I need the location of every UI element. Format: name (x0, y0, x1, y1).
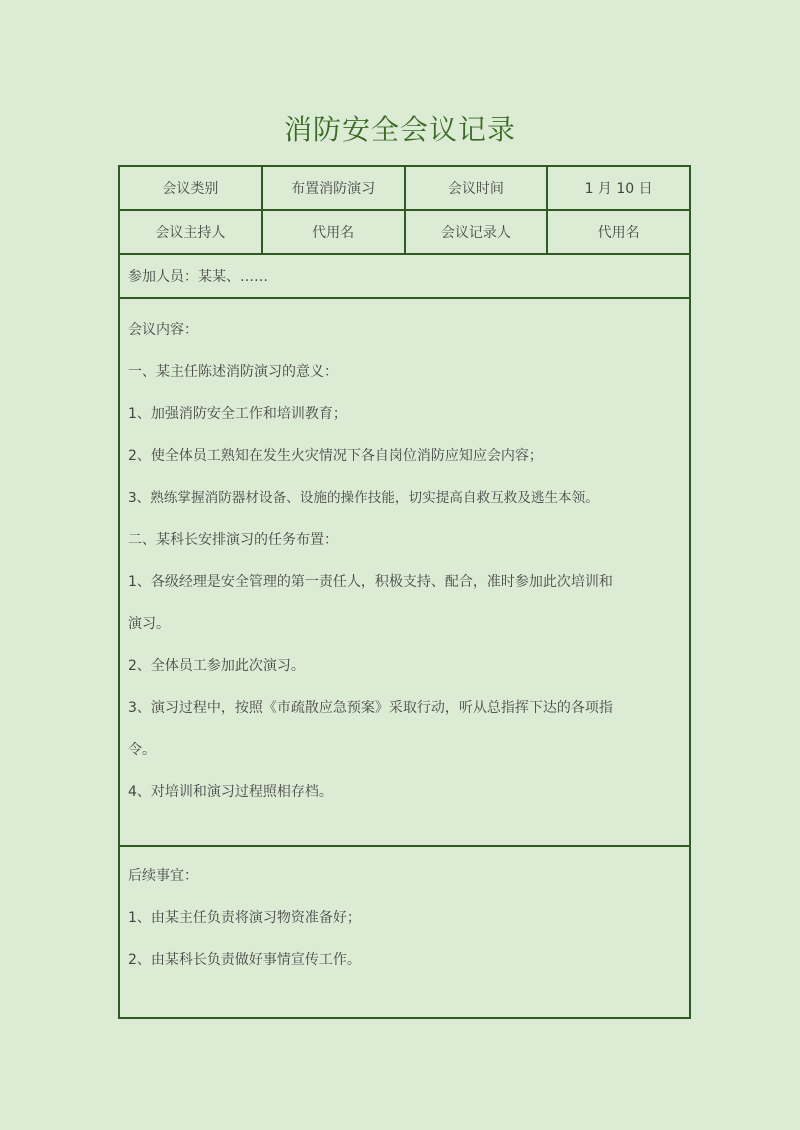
content-line: 1、各级经理是安全管理的第一责任人，积极支持、配合，准时参加此次培训和 (128, 574, 613, 590)
content-line: 2、全体员工参加此次演习。 (128, 658, 305, 674)
content-line: 演习。 (128, 616, 170, 632)
followup-section (120, 847, 369, 1017)
followup-line: 2、由某科长负责做好事情宣传工作。 (128, 952, 361, 968)
recorder-value: 代用名 (597, 225, 640, 241)
category-value: 布置消防演习 (263, 167, 406, 209)
content-line: 3、演习过程中，按照《市疏散应急预案》采取行动，听从总指挥下达的各项指 (128, 700, 613, 716)
content-line: 4、对培训和演习过程照相存档。 (128, 784, 333, 800)
content-heading: 会议内容： (128, 322, 198, 338)
content-line: 1、加强消防安全工作和培训教育； (128, 406, 347, 422)
host-label: 会议主持人 (120, 211, 263, 253)
table-row-content (120, 299, 689, 847)
time-value: 1 月 10 日 (584, 181, 653, 197)
content-line: 一、某主任陈述消防演习的意义： (128, 364, 338, 380)
attendees-text: 参加人员：某某、…… (128, 269, 268, 285)
table-row-category (120, 167, 689, 211)
followup-line: 1、由某主任负责将演习物资准备好； (128, 910, 361, 926)
followup-heading: 后续事宜： (128, 868, 198, 884)
time-label: 会议时间 (406, 167, 549, 209)
table-row-attendees (120, 255, 689, 299)
page-title: 消防安全会议记录 (283, 113, 516, 146)
content-line: 3、熟练掌握消防器材设备、设施的操作技能，切实提高自救互救及逃生本领。 (128, 490, 599, 506)
host-value: 代用名 (263, 211, 406, 253)
content-section (120, 299, 621, 845)
recorder-label: 会议记录人 (406, 211, 549, 253)
table-row-people (120, 211, 689, 255)
meeting-record-table (118, 165, 691, 1019)
table-row-followup (120, 847, 689, 1017)
content-line: 2、使全体员工熟知在发生火灾情况下各自岗位消防应知应会内容； (128, 448, 543, 464)
content-line: 二、某科长安排演习的任务布置： (128, 532, 338, 548)
category-label: 会议类别 (120, 167, 263, 209)
content-line: 令。 (128, 742, 156, 758)
